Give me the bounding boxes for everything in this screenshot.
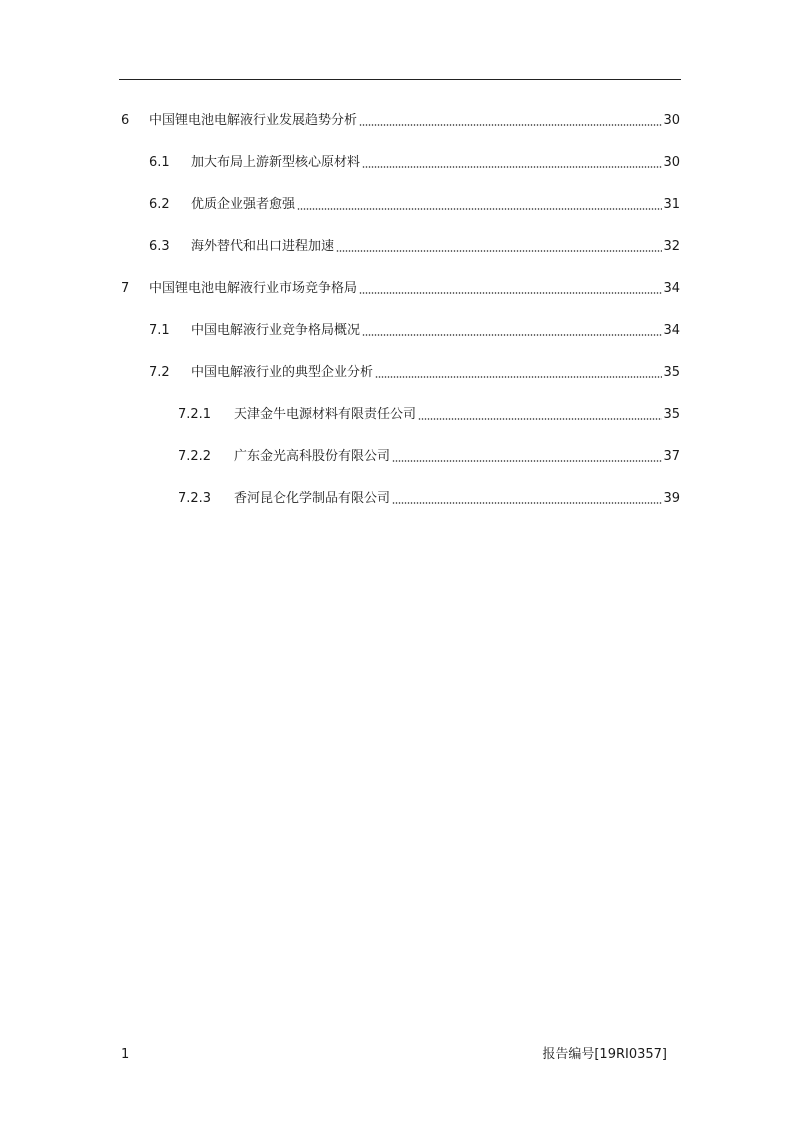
toc-entry-title: 海外替代和出口进程加速: [191, 239, 335, 254]
toc-entry-page: 39: [663, 491, 680, 506]
toc-entry-page: 34: [663, 281, 680, 296]
toc-entry-title: 中国锂电池电解液行业发展趋势分析: [149, 113, 358, 128]
toc-entry-6-3[interactable]: [149, 234, 680, 256]
toc-entry-title: 中国电解液行业的典型企业分析: [191, 365, 374, 380]
header-rule: [119, 79, 681, 80]
toc-entry-7-2-2[interactable]: [178, 444, 680, 466]
toc-dot-leader: [297, 208, 662, 210]
footer-page-number: 1: [121, 1047, 130, 1062]
toc-entry-number: 7.2: [149, 365, 170, 380]
toc-entry-7-2-1[interactable]: [178, 402, 680, 424]
toc-dot-leader: [336, 250, 662, 252]
toc-entry-page: 37: [663, 449, 680, 464]
toc-entry-7-2-3[interactable]: [178, 486, 680, 508]
toc-dot-leader: [362, 166, 662, 168]
toc-dot-leader: [392, 460, 662, 462]
toc-entry-number: 7.1: [149, 323, 170, 338]
toc-entry-title: 香河昆仑化学制品有限公司: [234, 491, 391, 506]
toc-entry-number: 6: [121, 113, 130, 128]
toc-entry-number: 7: [121, 281, 130, 296]
toc-entry-page: 31: [663, 197, 680, 212]
toc-entry-6[interactable]: [121, 108, 680, 130]
toc-entry-7[interactable]: [121, 276, 680, 298]
toc-entry-page: 35: [663, 365, 680, 380]
toc-entry-6-1[interactable]: [149, 150, 680, 172]
toc-entry-title: 中国锂电池电解液行业市场竞争格局: [149, 281, 358, 296]
toc-entry-title: 广东金光高科股份有限公司: [234, 449, 391, 464]
toc-entry-page: 30: [663, 113, 680, 128]
toc-entry-title: 加大布局上游新型核心原材料: [191, 155, 361, 170]
toc-entry-number: 7.2.2: [178, 449, 212, 464]
toc-dot-leader: [362, 334, 662, 336]
toc-entry-number: 7.2.1: [178, 407, 212, 422]
toc-entry-number: 6.3: [149, 239, 170, 254]
toc-entry-7-1[interactable]: [149, 318, 680, 340]
toc-entry-page: 30: [663, 155, 680, 170]
footer-report-id: 报告编号[19RI0357]: [542, 1047, 667, 1062]
toc-entry-number: 6.1: [149, 155, 170, 170]
toc-dot-leader: [392, 502, 662, 504]
toc-dot-leader: [418, 418, 662, 420]
toc-dot-leader: [359, 124, 662, 126]
toc-entry-title: 优质企业强者愈强: [191, 197, 296, 212]
toc-entry-page: 35: [663, 407, 680, 422]
toc-entry-6-2[interactable]: [149, 192, 680, 214]
toc-entry-title: 天津金牛电源材料有限责任公司: [234, 407, 417, 422]
toc-dot-leader: [375, 376, 662, 378]
toc-entry-page: 34: [663, 323, 680, 338]
toc-entry-page: 32: [663, 239, 680, 254]
toc-entry-7-2[interactable]: [149, 360, 680, 382]
toc-dot-leader: [359, 292, 662, 294]
toc-entry-number: 6.2: [149, 197, 170, 212]
toc-entry-title: 中国电解液行业竞争格局概况: [191, 323, 361, 338]
toc-entry-number: 7.2.3: [178, 491, 212, 506]
